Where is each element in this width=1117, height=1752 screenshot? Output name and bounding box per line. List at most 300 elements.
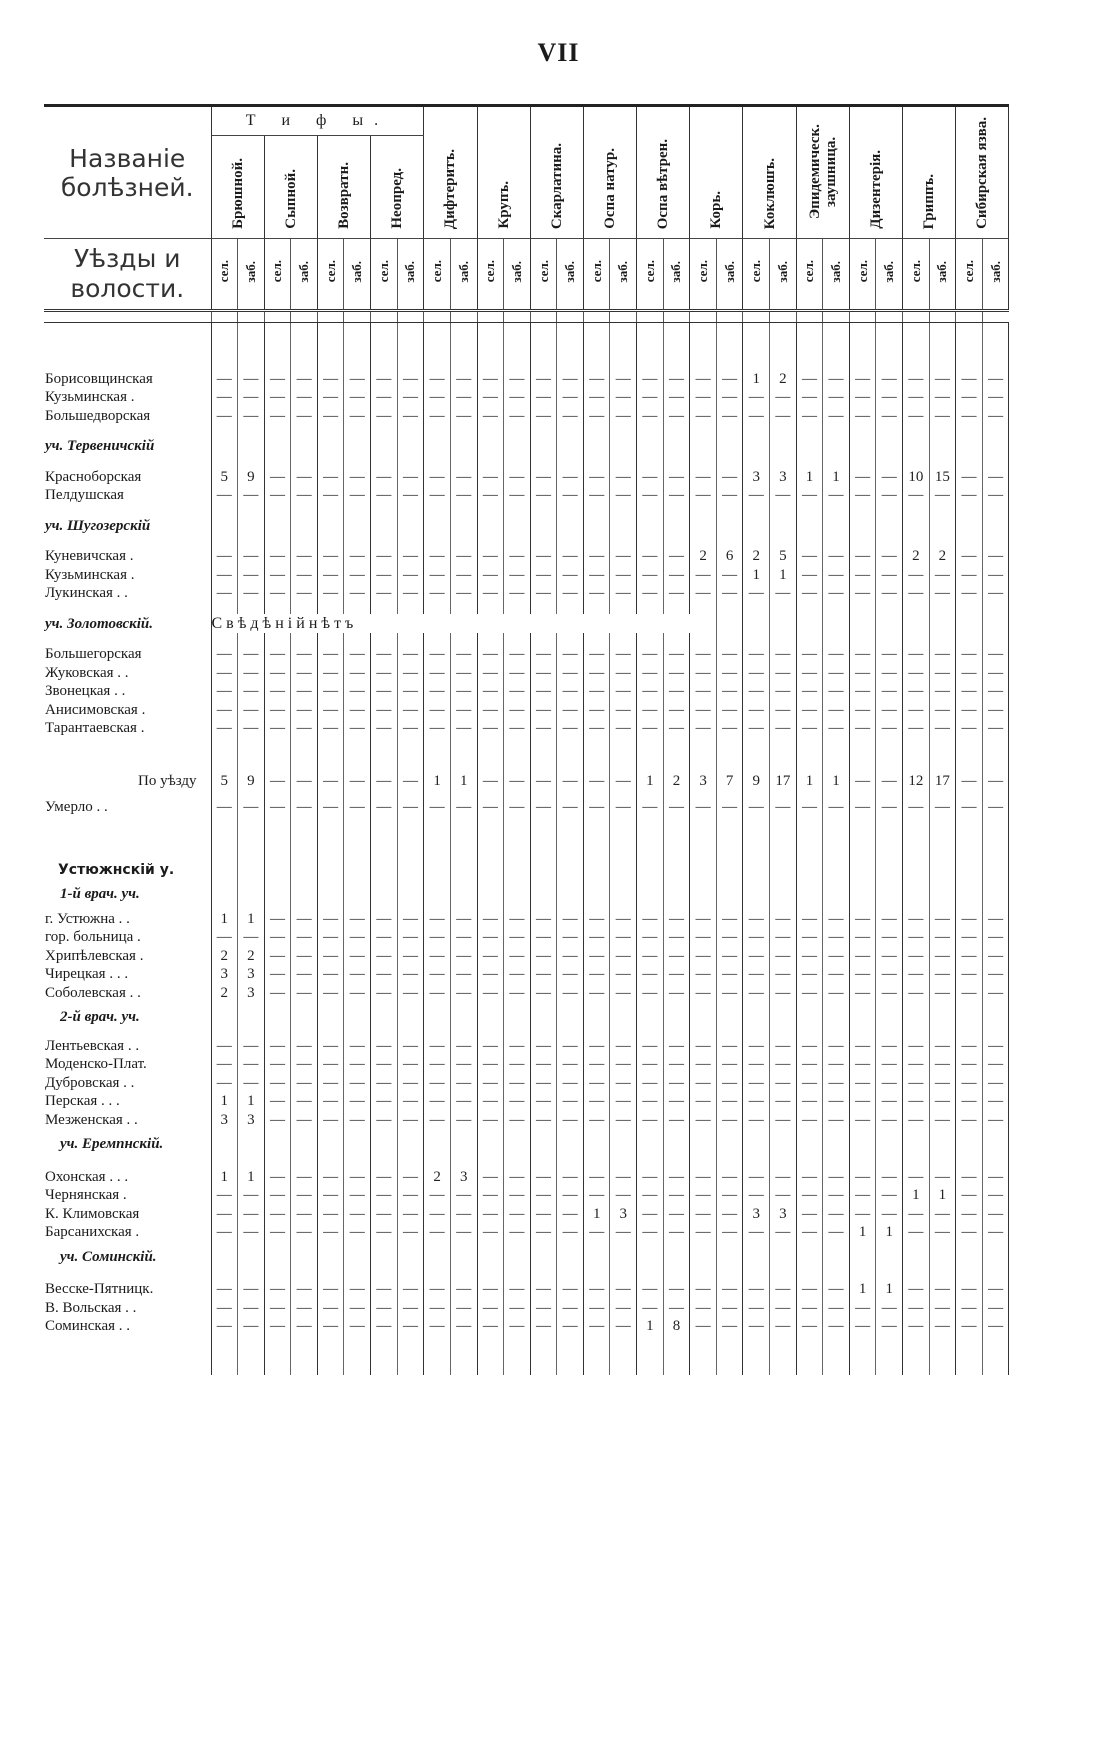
value-cell: — xyxy=(291,486,318,505)
value-cell xyxy=(823,885,850,904)
value-cell: — xyxy=(477,645,504,664)
value-cell xyxy=(424,885,451,904)
value-cell: — xyxy=(211,928,238,947)
value-cell: — xyxy=(876,1036,903,1055)
disease-header xyxy=(317,136,370,239)
value-cell: — xyxy=(796,1317,823,1336)
value-cell: — xyxy=(424,1223,451,1242)
value-cell xyxy=(849,1135,876,1154)
value-cell xyxy=(610,860,637,879)
row-label: Борисовщинская xyxy=(44,369,211,388)
value-cell: — xyxy=(397,1204,424,1223)
value-cell: — xyxy=(291,1055,318,1074)
value-cell: — xyxy=(344,1036,371,1055)
value-cell: — xyxy=(743,798,770,817)
value-cell: — xyxy=(823,1092,850,1111)
data-row xyxy=(44,584,1009,603)
value-cell: — xyxy=(903,1317,930,1336)
value-cell: — xyxy=(264,1036,291,1055)
value-cell: — xyxy=(876,467,903,486)
value-cell: — xyxy=(876,719,903,738)
value-cell: — xyxy=(982,719,1009,738)
value-cell: — xyxy=(504,1280,531,1299)
value-cell: — xyxy=(716,1167,743,1186)
value-cell: — xyxy=(477,406,504,425)
value-cell: 3 xyxy=(238,983,265,1002)
value-cell: — xyxy=(876,1186,903,1205)
value-cell: — xyxy=(929,1280,956,1299)
villages-column-header: сел. xyxy=(264,239,291,311)
row-label: Соминская . . xyxy=(44,1317,211,1336)
value-cell: 3 xyxy=(770,467,797,486)
disease-header-label: Эпидемическ. заушница. xyxy=(806,124,839,220)
value-cell: — xyxy=(690,928,717,947)
value-cell: — xyxy=(264,565,291,584)
value-cell: — xyxy=(849,965,876,984)
value-cell xyxy=(770,614,797,633)
value-cell: — xyxy=(743,1280,770,1299)
value-cell: — xyxy=(716,388,743,407)
value-cell: — xyxy=(317,1167,344,1186)
value-cell: — xyxy=(982,486,1009,505)
sick-column-header: заб. xyxy=(238,239,265,311)
value-cell: — xyxy=(796,1092,823,1111)
value-cell: 1 xyxy=(876,1280,903,1299)
value-cell: — xyxy=(504,700,531,719)
disease-header-label: Гриппъ. xyxy=(921,173,938,229)
value-cell: — xyxy=(956,1092,983,1111)
value-cell: — xyxy=(557,388,584,407)
value-cell: — xyxy=(557,965,584,984)
value-cell: — xyxy=(397,369,424,388)
value-cell: — xyxy=(903,1204,930,1223)
row-label: Лукинская . . xyxy=(44,584,211,603)
value-cell xyxy=(663,860,690,879)
value-cell: — xyxy=(743,1036,770,1055)
data-row xyxy=(44,388,1009,407)
value-cell: — xyxy=(557,719,584,738)
value-cell: 3 xyxy=(743,467,770,486)
value-cell: — xyxy=(450,1055,477,1074)
value-cell: — xyxy=(371,467,398,486)
value-cell xyxy=(291,1008,318,1027)
value-cell: — xyxy=(690,682,717,701)
value-cell xyxy=(238,860,265,879)
row-label: 2-й врач. уч. xyxy=(44,1008,211,1027)
value-cell xyxy=(690,1135,717,1154)
row-label: 1-й врач. уч. xyxy=(44,885,211,904)
row-label: Кузьминская . xyxy=(44,565,211,584)
sick-column-header: заб. xyxy=(504,239,531,311)
value-cell: — xyxy=(610,798,637,817)
value-cell: — xyxy=(371,663,398,682)
value-cell: — xyxy=(397,1055,424,1074)
value-cell: — xyxy=(849,1055,876,1074)
value-cell: — xyxy=(716,584,743,603)
value-cell: — xyxy=(238,645,265,664)
value-cell: — xyxy=(371,1223,398,1242)
villages-column-header: сел. xyxy=(903,239,930,311)
value-cell xyxy=(716,1008,743,1027)
value-cell xyxy=(344,1008,371,1027)
value-cell: — xyxy=(876,1092,903,1111)
value-cell: — xyxy=(663,388,690,407)
value-cell: — xyxy=(264,1055,291,1074)
value-cell: — xyxy=(982,388,1009,407)
value-cell xyxy=(424,1008,451,1027)
value-cell: — xyxy=(876,1317,903,1336)
value-cell: — xyxy=(716,1223,743,1242)
value-cell: — xyxy=(211,1298,238,1317)
data-row xyxy=(44,983,1009,1002)
value-cell xyxy=(903,860,930,879)
value-cell: — xyxy=(211,1073,238,1092)
disease-header-label: Скарлатина. xyxy=(548,142,565,229)
value-cell xyxy=(876,1008,903,1027)
value-cell: — xyxy=(663,1092,690,1111)
value-cell: — xyxy=(424,1036,451,1055)
value-cell: — xyxy=(743,965,770,984)
value-cell xyxy=(557,885,584,904)
value-cell: — xyxy=(903,1073,930,1092)
value-cell: — xyxy=(770,909,797,928)
value-cell: — xyxy=(317,388,344,407)
value-cell: — xyxy=(770,1167,797,1186)
spacer-row xyxy=(44,323,1009,370)
value-cell: — xyxy=(583,1092,610,1111)
value-cell: — xyxy=(849,406,876,425)
value-cell xyxy=(264,860,291,879)
value-cell: — xyxy=(690,486,717,505)
disease-header xyxy=(371,136,424,239)
value-cell xyxy=(450,885,477,904)
value-cell xyxy=(610,516,637,535)
value-cell: — xyxy=(796,682,823,701)
value-cell xyxy=(397,1247,424,1266)
value-cell: — xyxy=(903,1167,930,1186)
value-cell xyxy=(291,1247,318,1266)
value-cell: — xyxy=(264,983,291,1002)
sick-column-header: заб. xyxy=(663,239,690,311)
value-cell: — xyxy=(716,406,743,425)
value-cell: — xyxy=(424,1073,451,1092)
value-cell: — xyxy=(663,682,690,701)
value-cell: — xyxy=(929,983,956,1002)
value-cell: — xyxy=(317,1073,344,1092)
value-cell: — xyxy=(530,928,557,947)
value-cell xyxy=(637,516,664,535)
value-cell: — xyxy=(238,1223,265,1242)
value-cell xyxy=(477,1247,504,1266)
spacer-row xyxy=(44,504,1009,516)
value-cell: — xyxy=(264,406,291,425)
value-cell: 1 xyxy=(849,1280,876,1299)
value-cell: — xyxy=(504,1223,531,1242)
value-cell: — xyxy=(823,1280,850,1299)
value-cell: — xyxy=(903,406,930,425)
value-cell: — xyxy=(690,1092,717,1111)
value-cell: — xyxy=(317,928,344,947)
value-cell: — xyxy=(610,1092,637,1111)
row-label: Охонская . . . xyxy=(44,1167,211,1186)
value-cell: — xyxy=(770,645,797,664)
value-cell: — xyxy=(770,1110,797,1129)
value-cell xyxy=(264,1135,291,1154)
value-cell: — xyxy=(823,1073,850,1092)
header-districts-title xyxy=(44,239,211,311)
value-cell: — xyxy=(823,965,850,984)
value-cell xyxy=(610,437,637,456)
value-cell: — xyxy=(637,1073,664,1092)
value-cell xyxy=(583,1135,610,1154)
value-cell: — xyxy=(690,1317,717,1336)
value-cell: — xyxy=(903,1055,930,1074)
value-cell: — xyxy=(344,388,371,407)
value-cell: — xyxy=(264,1204,291,1223)
value-cell: — xyxy=(796,1055,823,1074)
row-label: Мезженская . . xyxy=(44,1110,211,1129)
value-cell: — xyxy=(450,946,477,965)
value-cell: — xyxy=(770,1223,797,1242)
value-cell: — xyxy=(716,1092,743,1111)
value-cell: — xyxy=(929,1110,956,1129)
disease-header-label: Коклюшъ. xyxy=(761,157,778,229)
value-cell: — xyxy=(663,798,690,817)
value-cell: — xyxy=(637,719,664,738)
value-cell: — xyxy=(530,565,557,584)
value-cell: 1 xyxy=(823,467,850,486)
disease-header xyxy=(903,106,956,239)
value-cell xyxy=(982,437,1009,456)
disease-header-label: Сыпной. xyxy=(282,169,299,229)
value-cell: — xyxy=(424,406,451,425)
value-cell: — xyxy=(317,1298,344,1317)
value-cell: — xyxy=(317,565,344,584)
value-cell: — xyxy=(238,406,265,425)
value-cell: — xyxy=(663,1280,690,1299)
value-cell: — xyxy=(583,1317,610,1336)
value-cell: — xyxy=(211,388,238,407)
spacer-row xyxy=(44,1026,1009,1036)
value-cell: — xyxy=(583,565,610,584)
value-cell: 3 xyxy=(450,1167,477,1186)
value-cell: — xyxy=(663,928,690,947)
value-cell: — xyxy=(929,1223,956,1242)
value-cell: — xyxy=(823,983,850,1002)
value-cell: — xyxy=(450,486,477,505)
value-cell: — xyxy=(397,682,424,701)
value-cell: — xyxy=(291,406,318,425)
value-cell: — xyxy=(424,388,451,407)
value-cell: — xyxy=(849,719,876,738)
value-cell: — xyxy=(371,645,398,664)
value-cell: — xyxy=(557,928,584,947)
value-cell xyxy=(610,1008,637,1027)
value-cell: — xyxy=(371,565,398,584)
value-cell: — xyxy=(238,1204,265,1223)
value-cell: — xyxy=(743,645,770,664)
value-cell xyxy=(504,885,531,904)
value-cell: — xyxy=(211,645,238,664)
disease-header xyxy=(583,106,636,239)
value-cell: — xyxy=(610,565,637,584)
value-cell: — xyxy=(291,1073,318,1092)
value-cell: — xyxy=(450,369,477,388)
value-cell: — xyxy=(264,946,291,965)
value-cell xyxy=(211,1135,238,1154)
value-cell: — xyxy=(716,1073,743,1092)
value-cell xyxy=(371,1247,398,1266)
value-cell xyxy=(610,1247,637,1266)
value-cell: — xyxy=(823,547,850,566)
value-cell: — xyxy=(956,565,983,584)
data-row xyxy=(44,946,1009,965)
value-cell: — xyxy=(504,663,531,682)
value-cell xyxy=(238,437,265,456)
value-cell: — xyxy=(317,909,344,928)
value-cell: — xyxy=(371,1204,398,1223)
value-cell: — xyxy=(903,369,930,388)
value-cell: — xyxy=(770,965,797,984)
value-cell xyxy=(557,437,584,456)
value-cell: — xyxy=(876,965,903,984)
value-cell: — xyxy=(663,719,690,738)
value-cell: — xyxy=(903,1092,930,1111)
disease-header-label: Неопред. xyxy=(389,168,406,229)
value-cell: — xyxy=(610,369,637,388)
value-cell: — xyxy=(849,467,876,486)
sick-column-header: заб. xyxy=(557,239,584,311)
value-cell: — xyxy=(317,1092,344,1111)
value-cell xyxy=(716,1135,743,1154)
value-cell xyxy=(211,516,238,535)
value-cell: — xyxy=(557,682,584,701)
value-cell: — xyxy=(557,547,584,566)
value-cell: — xyxy=(291,719,318,738)
value-cell xyxy=(982,1135,1009,1154)
value-cell: — xyxy=(530,369,557,388)
value-cell: — xyxy=(291,645,318,664)
value-cell: — xyxy=(291,1280,318,1299)
value-cell: — xyxy=(956,983,983,1002)
value-cell: 2 xyxy=(903,547,930,566)
value-cell: — xyxy=(344,1223,371,1242)
value-cell: — xyxy=(530,406,557,425)
value-cell: 1 xyxy=(637,771,664,790)
value-cell xyxy=(876,437,903,456)
spacer-row xyxy=(44,633,1009,645)
value-cell xyxy=(264,1247,291,1266)
value-cell: 1 xyxy=(929,1186,956,1205)
value-cell: — xyxy=(211,719,238,738)
value-cell xyxy=(424,1135,451,1154)
value-cell xyxy=(317,1008,344,1027)
value-cell: — xyxy=(477,467,504,486)
value-cell: — xyxy=(716,946,743,965)
value-cell: — xyxy=(743,388,770,407)
value-cell: — xyxy=(504,369,531,388)
value-cell: — xyxy=(450,1186,477,1205)
value-cell: — xyxy=(371,700,398,719)
value-cell: — xyxy=(982,1186,1009,1205)
value-cell: — xyxy=(317,771,344,790)
value-cell: 5 xyxy=(211,467,238,486)
value-cell: — xyxy=(264,663,291,682)
value-cell: — xyxy=(291,1110,318,1129)
value-cell xyxy=(716,437,743,456)
value-cell: — xyxy=(371,909,398,928)
value-cell: — xyxy=(557,645,584,664)
value-cell: — xyxy=(690,388,717,407)
value-cell: — xyxy=(504,1317,531,1336)
value-cell: — xyxy=(583,1073,610,1092)
value-cell: — xyxy=(504,584,531,603)
value-cell xyxy=(238,885,265,904)
value-cell: — xyxy=(557,946,584,965)
value-cell xyxy=(264,516,291,535)
value-cell: — xyxy=(849,663,876,682)
value-cell: — xyxy=(264,1317,291,1336)
value-cell xyxy=(849,437,876,456)
value-cell xyxy=(690,516,717,535)
value-cell: — xyxy=(397,1186,424,1205)
value-cell: — xyxy=(557,565,584,584)
value-cell: — xyxy=(796,388,823,407)
value-cell: — xyxy=(663,946,690,965)
value-cell: 17 xyxy=(929,771,956,790)
value-cell: — xyxy=(397,388,424,407)
value-cell: — xyxy=(903,928,930,947)
value-cell: — xyxy=(317,663,344,682)
value-cell: — xyxy=(743,909,770,928)
value-cell: — xyxy=(610,1055,637,1074)
value-cell: — xyxy=(823,369,850,388)
value-cell: — xyxy=(743,663,770,682)
value-cell: — xyxy=(637,682,664,701)
spacer-row xyxy=(44,1335,1009,1375)
value-cell: — xyxy=(663,1298,690,1317)
value-cell: — xyxy=(903,983,930,1002)
value-cell xyxy=(929,1008,956,1027)
value-cell: — xyxy=(903,1298,930,1317)
value-cell: — xyxy=(450,645,477,664)
value-cell xyxy=(982,1008,1009,1027)
value-cell: — xyxy=(371,1298,398,1317)
value-cell xyxy=(903,614,930,633)
value-cell xyxy=(504,437,531,456)
value-cell: — xyxy=(450,1036,477,1055)
value-cell: — xyxy=(317,584,344,603)
value-cell xyxy=(956,885,983,904)
value-cell: — xyxy=(849,1092,876,1111)
value-cell: — xyxy=(663,983,690,1002)
value-cell: — xyxy=(238,486,265,505)
value-cell xyxy=(956,1247,983,1266)
row-label: Дубровская . . xyxy=(44,1073,211,1092)
value-cell: — xyxy=(264,700,291,719)
row-label: Пелдушская xyxy=(44,486,211,505)
value-cell: — xyxy=(504,486,531,505)
value-cell: — xyxy=(291,547,318,566)
row-label: Соболевская . . xyxy=(44,983,211,1002)
value-cell: — xyxy=(876,798,903,817)
value-cell: — xyxy=(344,771,371,790)
value-cell: — xyxy=(929,1073,956,1092)
value-cell: — xyxy=(716,1036,743,1055)
value-cell: — xyxy=(982,1223,1009,1242)
value-cell: — xyxy=(583,1110,610,1129)
value-cell: — xyxy=(823,1055,850,1074)
